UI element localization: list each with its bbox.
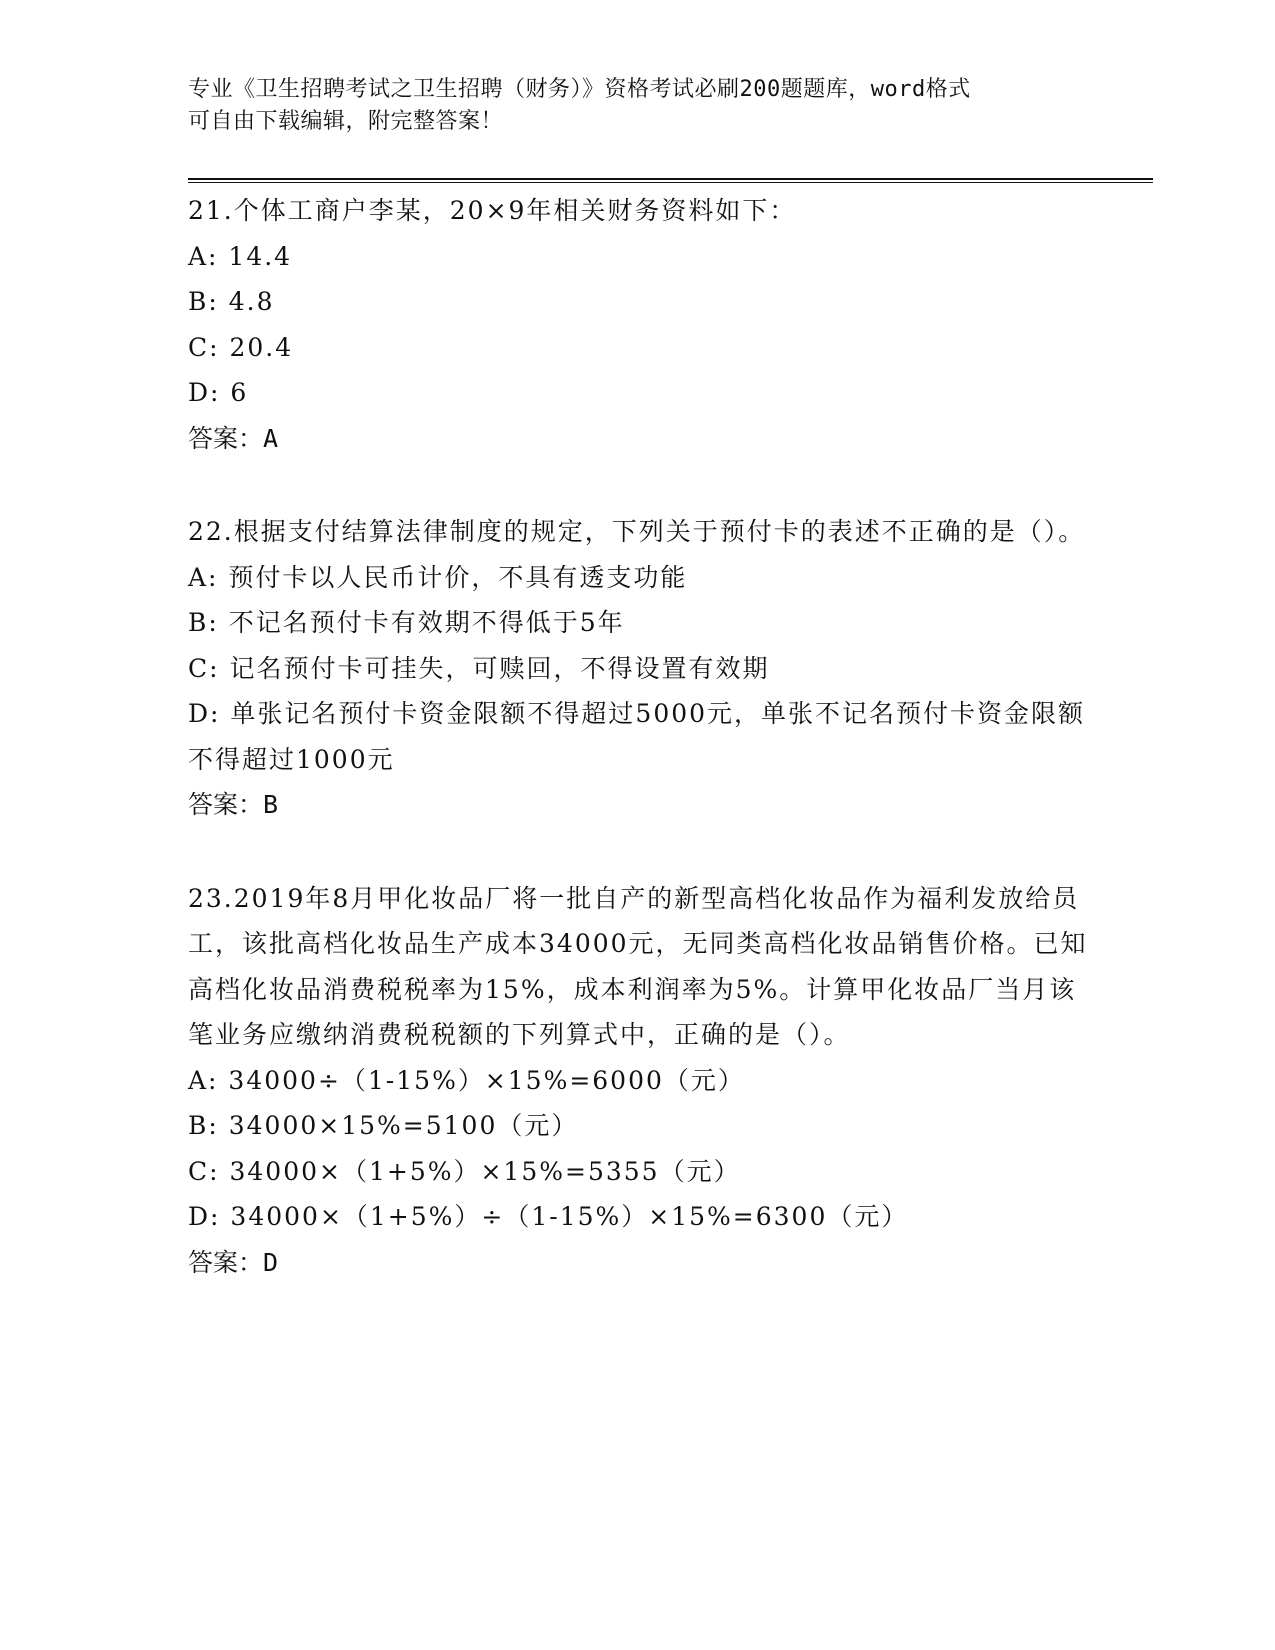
option-a: A: 34000÷（1-15%）×15%=6000（元）	[188, 1065, 745, 1095]
question-23	[188, 876, 1088, 1286]
answer: 答案：A	[188, 423, 279, 453]
question-text: 22.根据支付结算法律制度的规定，下列关于预付卡的表述不正确的是（）。	[188, 517, 1086, 546]
option-b: B: 4.8	[188, 287, 275, 316]
answer: 答案：B	[188, 790, 279, 819]
question-22	[188, 509, 1088, 828]
option-d: D: 6	[188, 378, 249, 407]
option-a: A: 预付卡以人民币计价，不具有透支功能	[188, 562, 688, 592]
option-c: C: 20.4	[188, 332, 294, 362]
question-text: 21.个体工商户李某，20×9年相关财务资料如下：	[188, 196, 797, 225]
option-c: C: 34000×（1+5%）×15%=5355（元）	[188, 1156, 741, 1186]
question-21	[188, 188, 1088, 461]
option-b: B: 34000×15%=5100（元）	[188, 1111, 579, 1140]
option-d: D: 单张记名预付卡资金限额不得超过5000元，单张不记名预付卡资金限额不得超过1000元	[188, 699, 1086, 774]
document-header	[188, 74, 1078, 138]
question-text: 23.2019年8月甲化妆品厂将一批自产的新型高档化妆品作为福利发放给员工，该批高档化妆品生产成本34000元，无同类高档化妆品销售价格。已知高档化妆品消费税税率为15%，成本利润率为5%。计算甲化妆品厂当月该笔业务应缴纳消费税税额的下列算式中，正确的是（）。	[188, 883, 1088, 1049]
option-d: D: 34000×（1+5%）÷（1-15%）×15%=6300（元）	[188, 1202, 909, 1231]
header-divider	[188, 178, 1153, 183]
answer: 答案：D	[188, 1247, 279, 1277]
option-a: A: 14.4	[188, 241, 293, 271]
header-line-1: 专业《卫生招聘考试之卫生招聘（财务）》资格考试必刷200题题库，word格式	[188, 77, 971, 102]
question-list	[188, 188, 1088, 1333]
header-line-2: 可自由下载编辑，附完整答案！	[188, 109, 504, 134]
option-b: B: 不记名预付卡有效期不得低于5年	[188, 608, 625, 637]
option-c: C: 记名预付卡可挂失，可赎回，不得设置有效期	[188, 653, 770, 683]
